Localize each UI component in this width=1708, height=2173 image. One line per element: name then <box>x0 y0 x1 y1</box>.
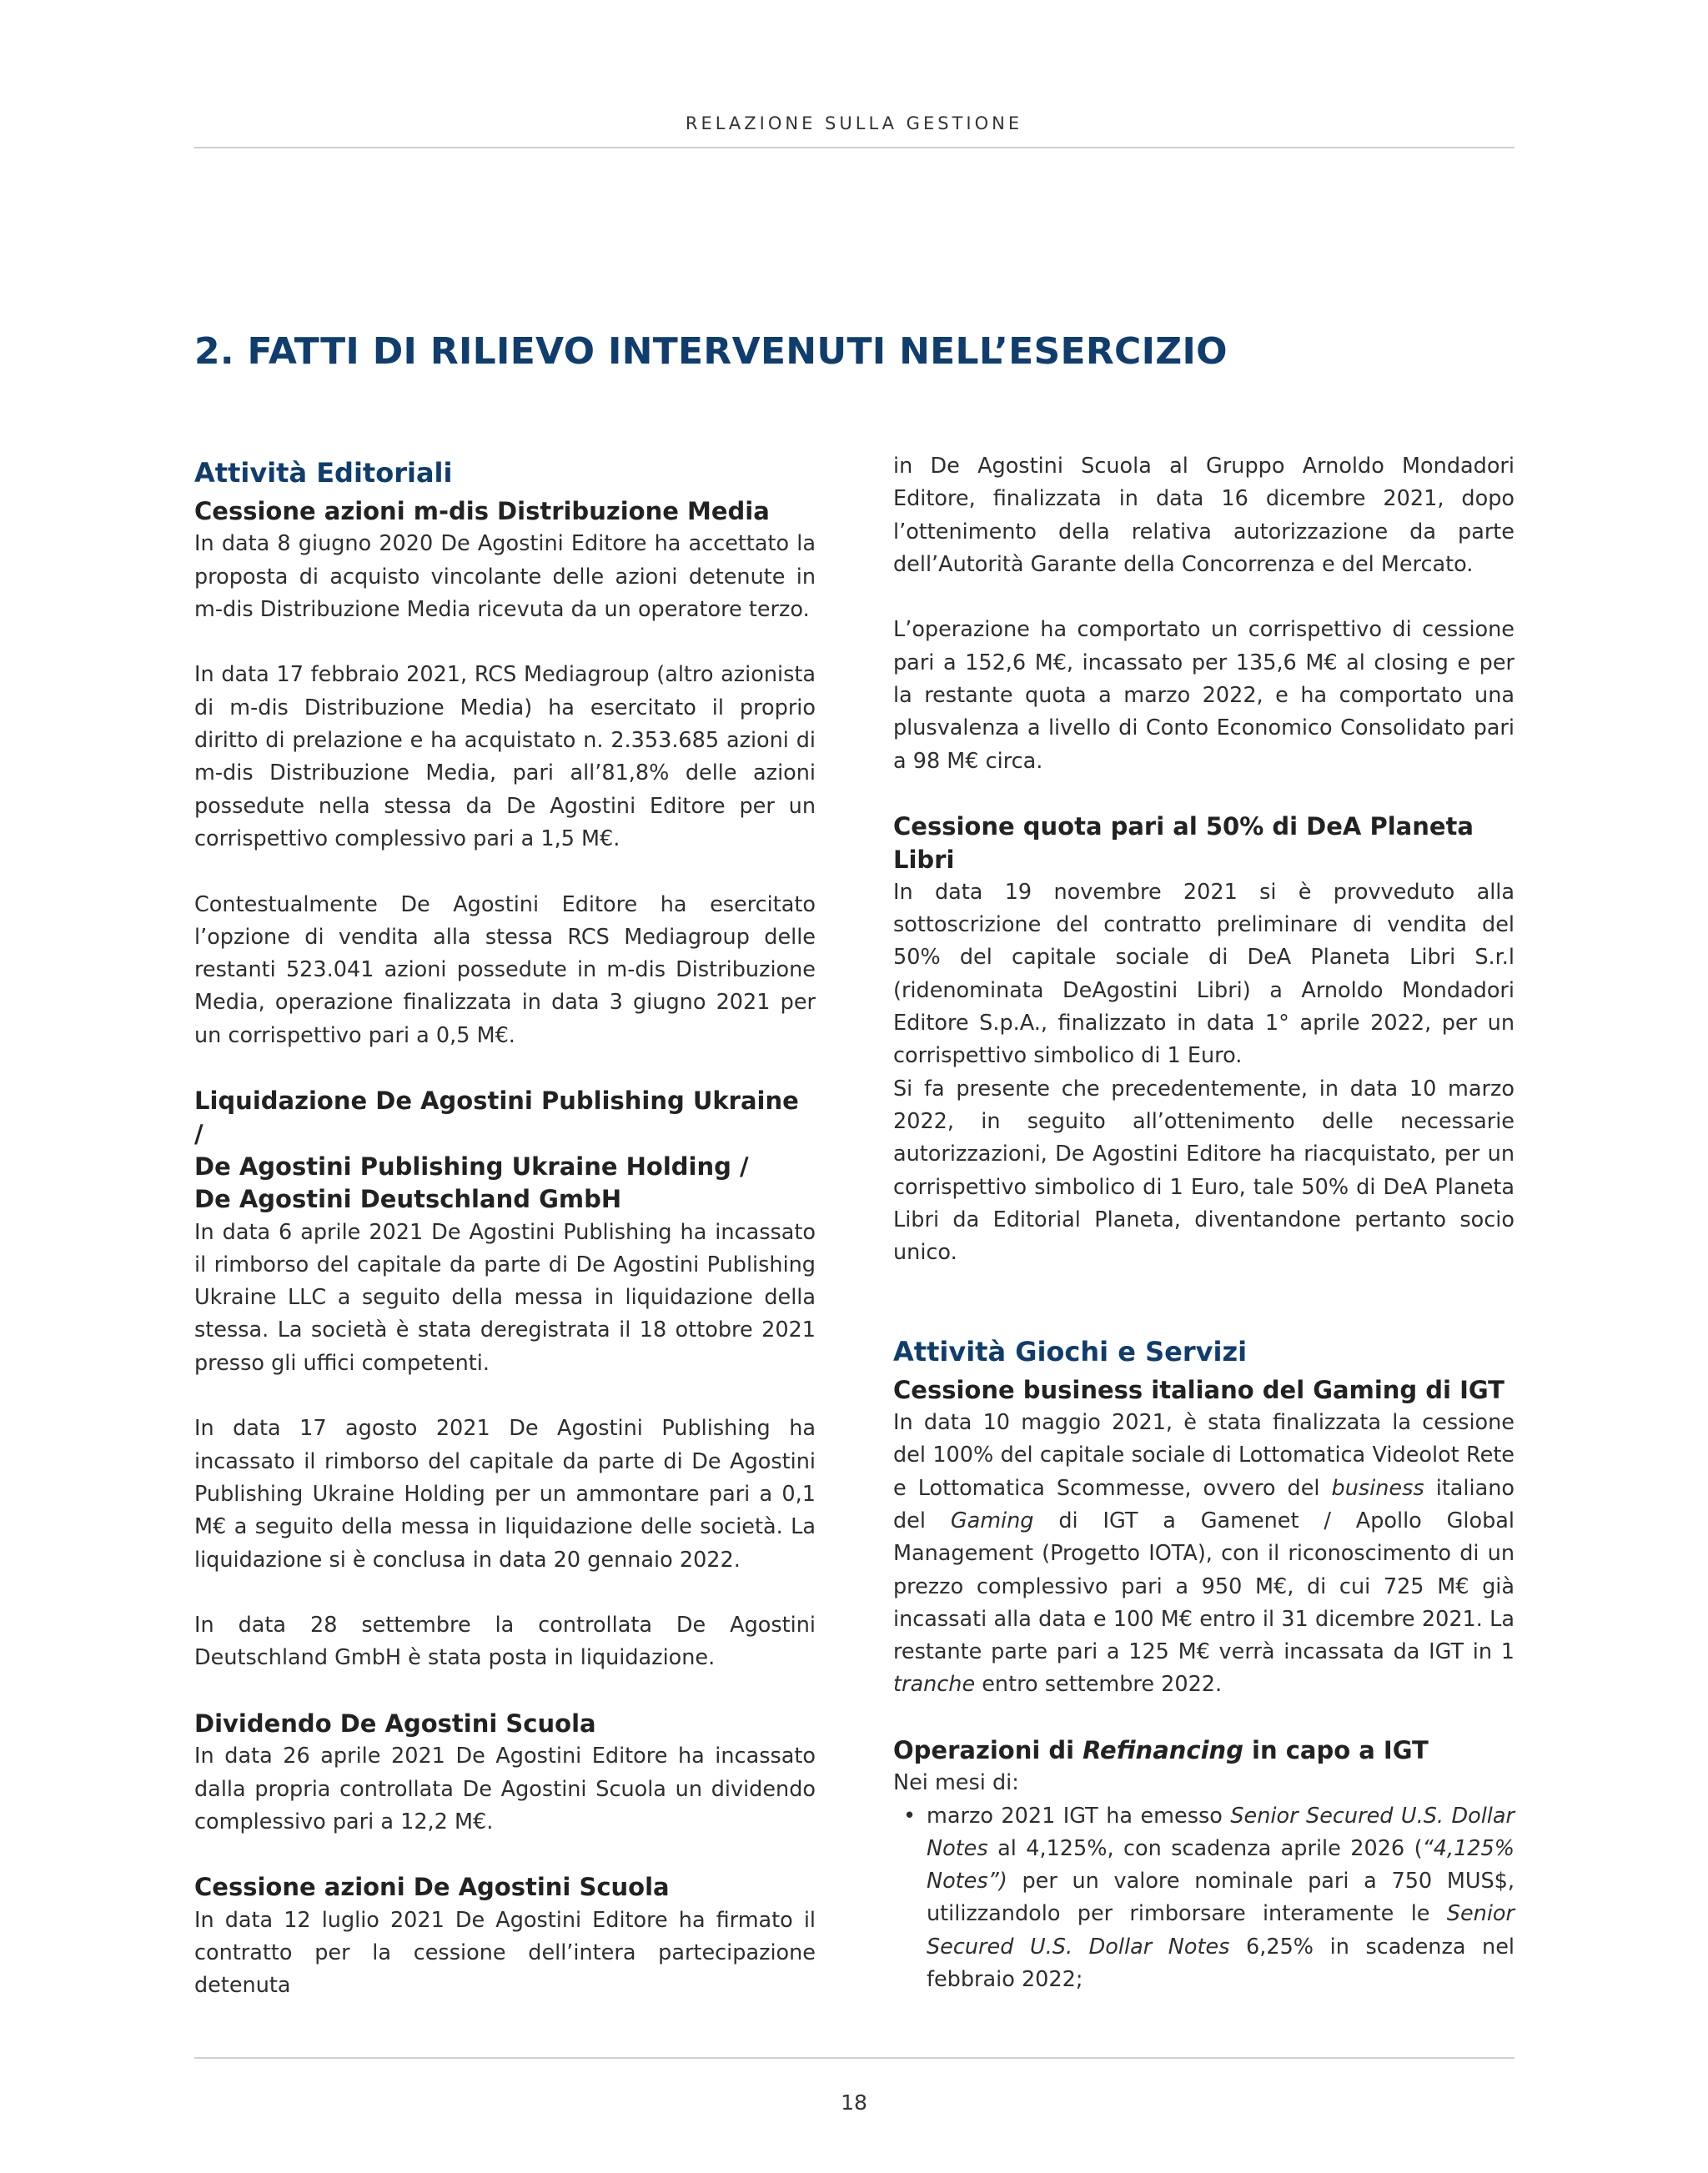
bullet-list <box>893 1800 1515 1997</box>
paragraph: In data 8 giugno 2020 De Agostini Editore ha accettato la proposta di acquisto vincolante delle azioni detenute in m-dis Distribuzione Media ricevuta da un operatore terzo. <box>194 531 816 622</box>
subheading-line: De Agostini Deutschland GmbH <box>194 1185 622 1214</box>
paragraph: In data 17 febbraio 2021, RCS Mediagroup (altro azionista di m-dis Distribuzione Media) ha esercitato il proprio diritto di prelazione e ha acquistato n. 2.353.685 azioni di m-dis Distribuzione Media, pari all’81,8% delle azioni possedute nella stessa da De Agostini Editore per un corrispettivo complessivo pari a 1,5 M€. <box>194 662 816 851</box>
subheading-dividend: Dividendo De Agostini Scuola <box>194 1709 596 1738</box>
paragraph: in De Agostini Scuola al Gruppo Arnoldo Mondadori Editore, finalizzata in data 16 dicembre 2021, dopo l’ottenimento della relativa autorizzazione da parte dell’Autorità Garante della Concorrenza e del Mercato. <box>893 454 1515 577</box>
paragraph: In data 19 novembre 2021 si è provveduto alla sottoscrizione del contratto preliminare di vendita del 50% del capitale sociale di DeA Planeta Libri S.r.l (ridenominata DeAgostini Libri) a Arnoldo Mondadori Editore S.p.A., finalizzato in data 1° aprile 2022, per un corrispettivo simbolico di 1 Euro. <box>893 879 1515 1069</box>
paragraph: Nei mesi di: <box>893 1770 1019 1796</box>
paragraph: In data 28 settembre la controllata De Agostini Deutschland GmbH è stata posta in liquidazione. <box>194 1613 816 1671</box>
header-rule <box>194 147 1515 148</box>
section-title-giochi: Attività Giochi e Servizi <box>893 1335 1248 1368</box>
chapter-title: 2. FATTI DI RILIEVO INTERVENUTI NELL’ESERCIZIO <box>194 330 1228 373</box>
paragraph: In data 12 luglio 2021 De Agostini Editore ha firmato il contratto per la cessione dell’intera partecipazione detenuta <box>194 1907 816 1999</box>
section-title-editoriali: Attività Editoriali <box>194 457 453 489</box>
running-header: RELAZIONE SULLA GESTIONE <box>685 113 1023 133</box>
subheading-line: Liquidazione De Agostini Publishing Ukraine / <box>194 1086 799 1148</box>
subheading-igt-sale: Cessione business italiano del Gaming di IGT <box>893 1375 1505 1404</box>
paragraph: In data 26 aprile 2021 De Agostini Editore ha incassato dalla propria controllata De Agostini Scuola un dividendo complessivo pari a 12,2 M€. <box>194 1744 816 1834</box>
paragraph: L’operazione ha comportato un corrispettivo di cessione pari a 152,6 M€, incassato per 135,6 M€ al closing e per la restante quota a marzo 2022, e ha comportato una plusvalenza a livello di Conto Economico Consolidato pari a 98 M€ circa. <box>893 617 1515 774</box>
right-column <box>893 450 1515 1996</box>
subheading-planeta: Cessione quota pari al 50% di DeA Planeta Libri <box>893 812 1474 874</box>
subheading-scuola: Cessione azioni De Agostini Scuola <box>194 1873 670 1902</box>
paragraph: In data 6 aprile 2021 De Agostini Publishing ha incassato il rimborso del capitale da parte di De Agostini Publishing Ukraine LLC a seguito della messa in liquidazione della stessa. La società è stata deregistrata il 18 ottobre 2021 presso gli uffici competenti. <box>194 1219 816 1376</box>
subheading-line: De Agostini Publishing Ukraine Holding / <box>194 1152 749 1181</box>
subheading-refinancing: Operazioni di Refinancing in capo a IGT <box>893 1735 1429 1764</box>
subheading-mdis: Cessione azioni m-dis Distribuzione Media <box>194 497 770 525</box>
page-number: 18 <box>841 2090 867 2115</box>
list-item: • marzo 2021 IGT ha emesso Senior Secured U.S. Dollar Notes al 4,125%, con scadenza aprile 2026 (“4,125% Notes”) per un valore nominale pari a 750 MUS$, utilizzandolo per rimborsare interamente le Senior Secured U.S. Dollar Notes 6,25% in scadenza nel febbraio 2022; <box>927 1800 1515 1997</box>
paragraph: Si fa presente che precedentemente, in data 10 marzo 2022, in seguito all’ottenimento delle necessarie autorizzazioni, De Agostini Editore ha riacquistato, per un corrispettivo simbolico di 1 Euro, tale 50% di DeA Planeta Libri da Editorial Planeta, diventandone pertanto socio unico. <box>893 1076 1515 1266</box>
paragraph: In data 17 agosto 2021 De Agostini Publishing ha incassato il rimborso del capitale da parte di De Agostini Publishing Ukraine Holding per un ammontare pari a 0,1 M€ a seguito della messa in liquidazione delle società. La liquidazione si è conclusa in data 20 gennaio 2022. <box>194 1416 816 1573</box>
subheading-liquidation <box>194 1085 816 1216</box>
paragraph: Contestualmente De Agostini Editore ha esercitato l’opzione di vendita alla stessa RCS Mediagroup delle restanti 523.041 azioni possedute in m-dis Distribuzione Media, operazione finalizzata in data 3 giugno 2021 per un corrispettivo pari a 0,5 M€. <box>194 891 816 1048</box>
footer-rule <box>194 2057 1515 2059</box>
paragraph: In data 10 maggio 2021, è stata finalizzata la cessione del 100% del capitale sociale di Lottomatica Videolot Rete e Lottomatica Scommesse, ovvero del business italiano del Gaming di IGT a Gamenet / Apollo Global Management (Progetto IOTA), con il riconoscimento di un prezzo complessivo pari a 950 M€, di cui 725 M€ già incassati alla data e 100 M€ entro il 31 dicembre 2021. La restante parte pari a 125 M€ verrà incassata da IGT in 1 tranche entro settembre 2022. <box>893 1410 1515 1698</box>
left-column <box>194 450 816 2003</box>
